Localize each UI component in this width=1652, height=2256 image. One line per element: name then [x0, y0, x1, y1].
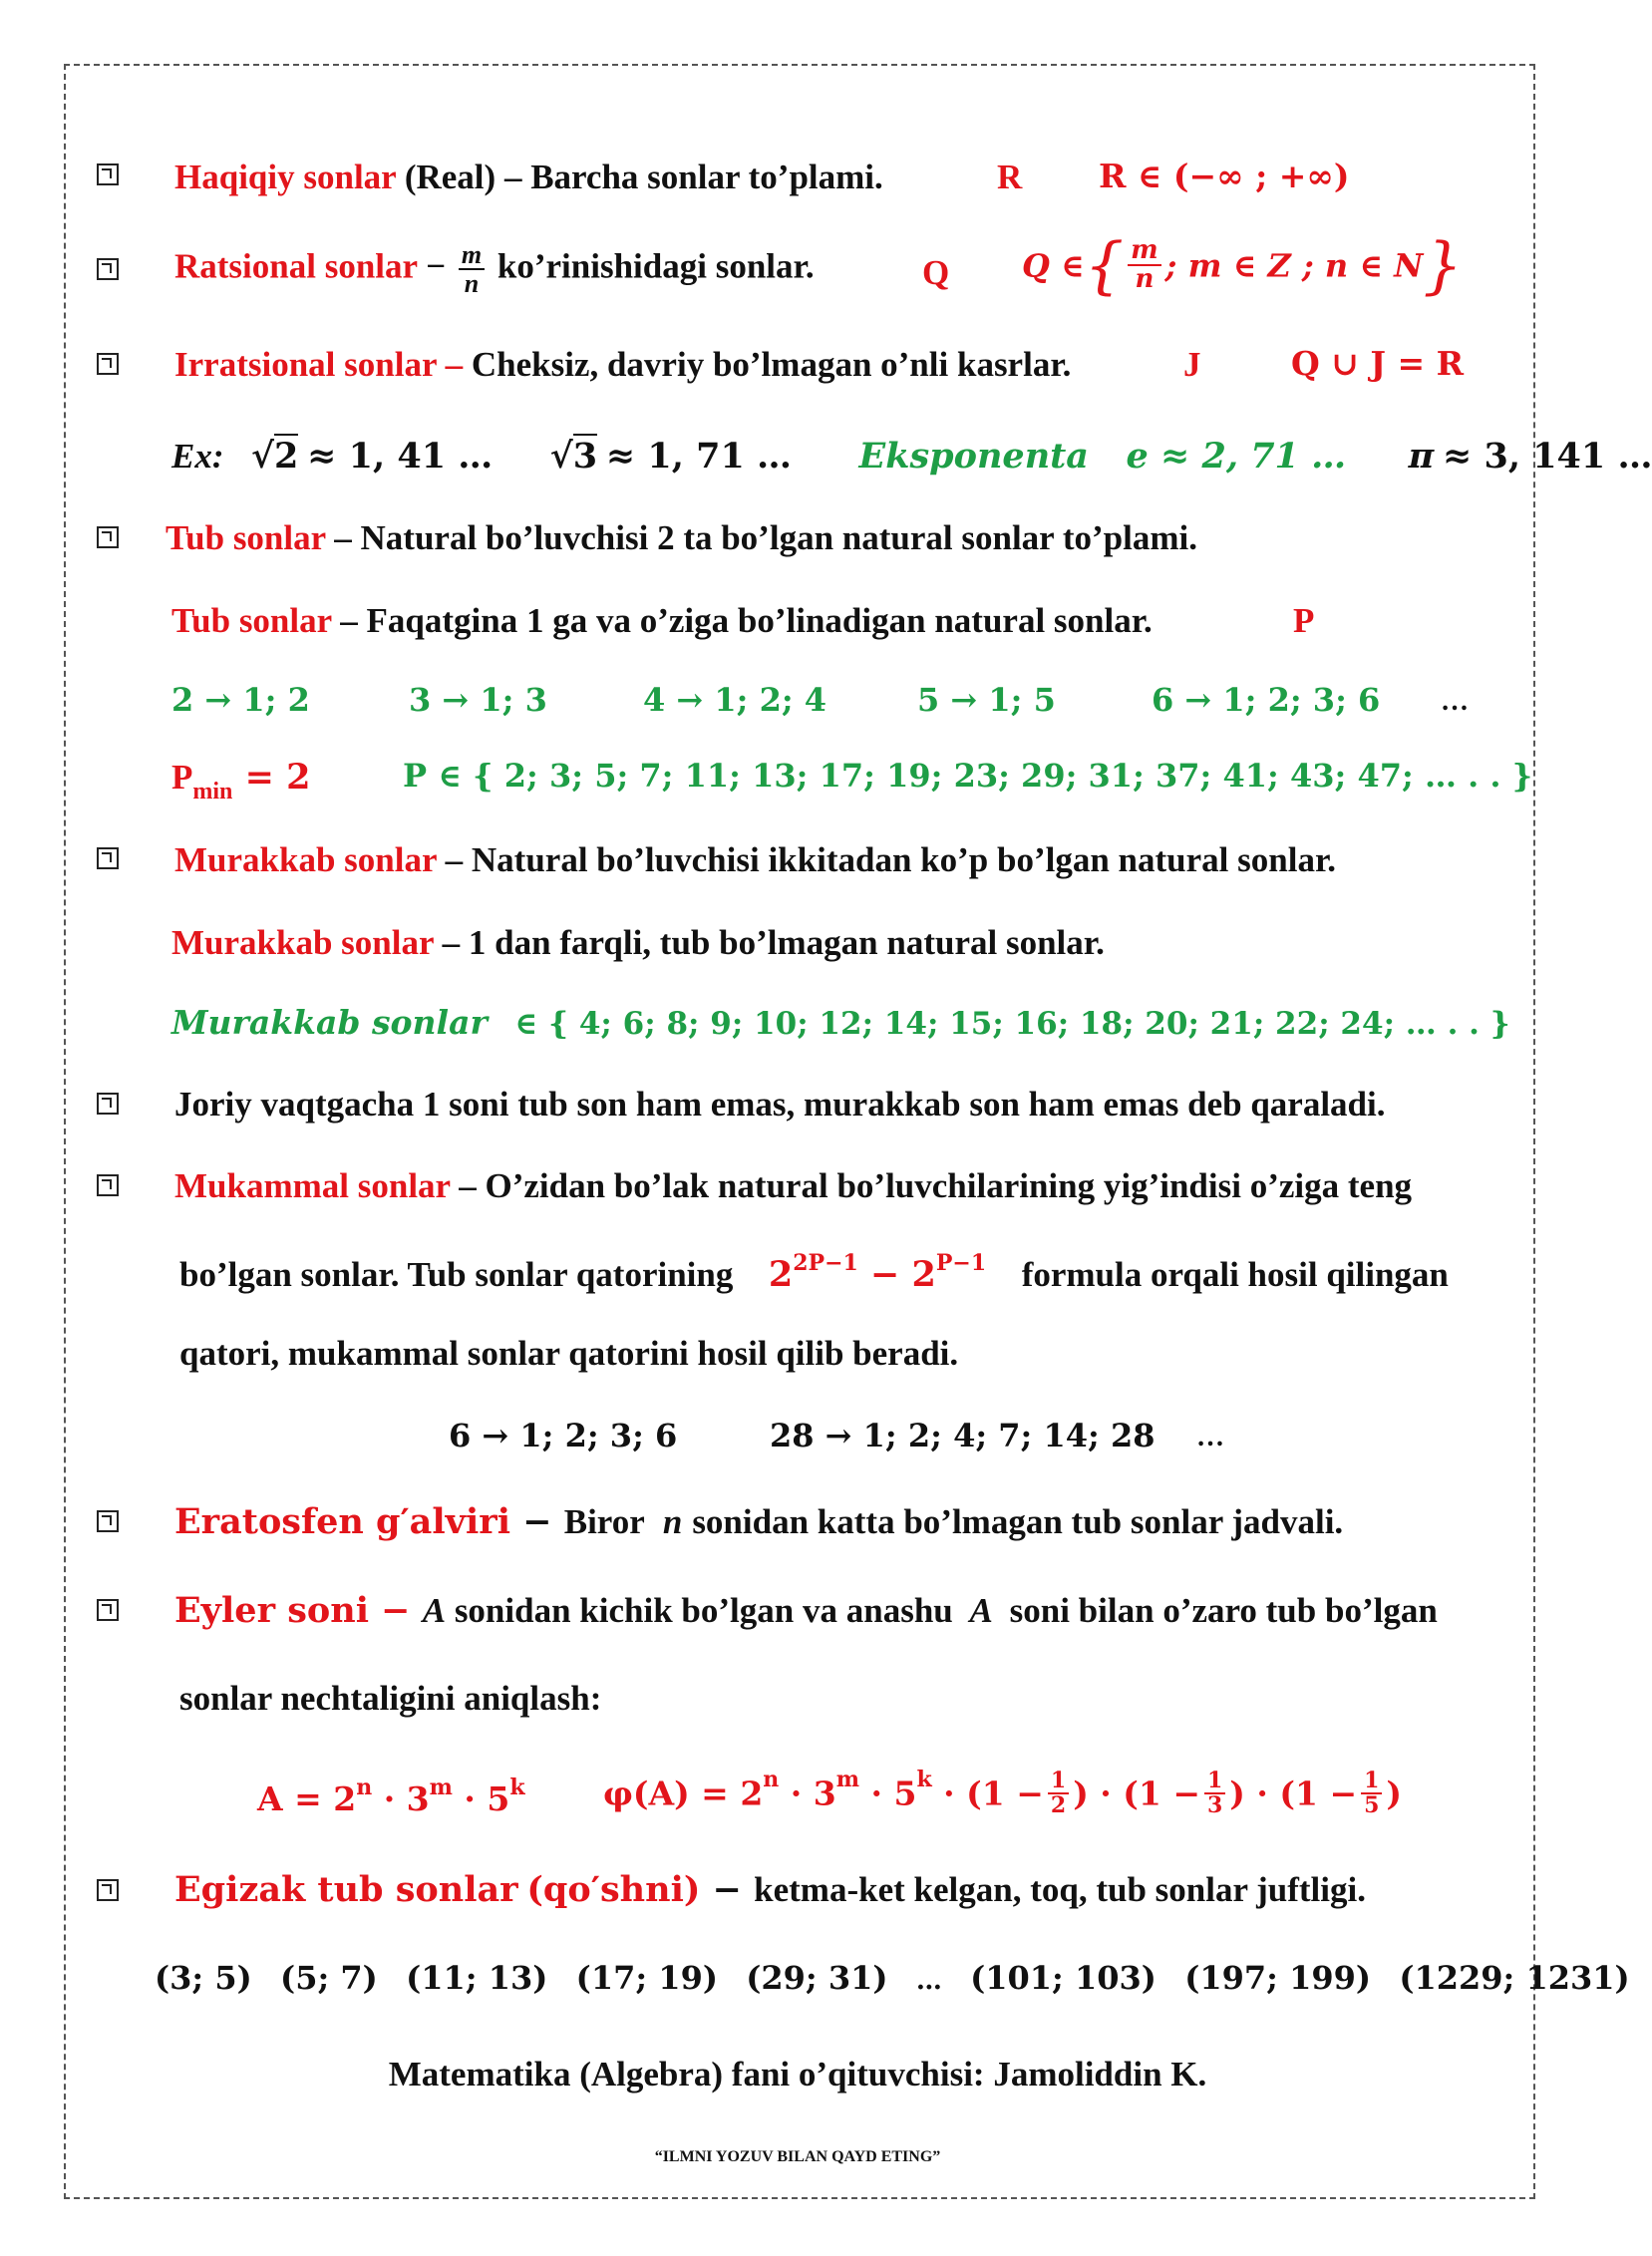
rational-set: Q ∈{ $\frac{m}{n}$ ; m ∈ Z ; n ∈ N}: [1022, 228, 1463, 302]
twin-pair: (1229; 1231): [1399, 1959, 1630, 1997]
term: Mukammal sonlar: [174, 1166, 451, 1205]
exponent-label: Eksponenta: [858, 436, 1089, 477]
checkbox-bullet-icon: [97, 258, 119, 280]
real-numbers-line: [174, 160, 883, 194]
twin-pairs-line: [155, 1959, 1630, 1997]
checkbox-bullet-icon: [97, 1510, 119, 1532]
perfect-formula: $2^{2P-1} - 2^{P-1}$: [768, 1250, 987, 1295]
perfect-definition-3: qatori, mukammal sonlar qatorini hosil qilib beradi.: [179, 1334, 959, 1373]
euler-formula-a: $A = 2^n \cdot 3^m \cdot 5^k$: [257, 1774, 525, 1818]
rational-symbol: Q: [922, 253, 950, 292]
ex-label: Ex:: [171, 437, 224, 476]
term: Tub sonlar: [165, 518, 326, 557]
teacher-credit: Matematika (Algebra) fani o’qituvchisi: Jamoliddin K.: [388, 2055, 1207, 2094]
composite-set: ∈ { 4; 6; 8; 9; 10; 12; 14; 15; 16; 18; 20; 21; 22; 24; … . . }: [514, 1006, 1510, 1042]
term: Egizak tub sonlar: [174, 1869, 518, 1910]
irrational-set: Q ∪ J = R: [1291, 344, 1465, 383]
composite-set-line: [171, 1005, 1510, 1040]
definition: ketma-ket kelgan, toq, tub sonlar juftligi.: [754, 1870, 1366, 1909]
twin-pair: (5; 7): [280, 1959, 378, 1997]
prime-definition-1: [165, 520, 1197, 555]
eratosthenes-line: Eratosfen g′alviri − Biror n sonidan katta bo’lmagan tub sonlar jadvali.: [174, 1501, 1344, 1542]
footer-motto: “ILMNI YOZUV BILAN QAYD ETING”: [654, 2148, 941, 2165]
definition: – Barcha sonlar to’plami.: [503, 158, 883, 196]
divisor-3: 5 → 1; 5: [917, 681, 1056, 719]
euler-phi-formula: $\varphi(A) = 2^n \cdot 3^m \cdot 5^k \cdot (1$ − $\frac{1}{2}$ ) · (1 − $\frac{1}{3}$ ) · (1 − $\frac{1}{5}$ ): [603, 1767, 1403, 1818]
p-min: $P_{min} = 2$: [171, 757, 311, 805]
divisor-0: 2 → 1; 2: [171, 681, 310, 719]
irrational-examples-line: Ex: √2 ≈ 1, 41 … √3 ≈ 1, 71 … Eksponenta e ≈ 2, 71 … π ≈ 3, 141 …: [171, 436, 1652, 477]
checkbox-bullet-icon: [97, 353, 119, 375]
composite-definition-1: [174, 842, 1336, 877]
twin-pair: (17; 19): [575, 1959, 718, 1997]
composite-definition-2: [171, 925, 1105, 960]
term: Eyler soni: [174, 1590, 369, 1631]
term: Tub sonlar: [171, 601, 332, 640]
definition: – Natural bo’luvchisi ikkitadan ko’p bo’lgan natural sonlar.: [445, 840, 1337, 879]
perfect-definition-1: [174, 1168, 1412, 1203]
real-set: R ∈ (−∞ ; +∞): [1099, 157, 1350, 195]
dash: −: [426, 246, 447, 286]
term: Haqiqiy sonlar: [174, 158, 397, 196]
real-symbol: R: [997, 158, 1023, 196]
irrational-symbol: J: [1183, 345, 1201, 384]
checkbox-bullet-icon: [97, 1093, 119, 1115]
prime-set: P ∈ { 2; 3; 5; 7; 11; 13; 17; 19; 23; 29; 31; 37; 41; 43; 47; … . . }: [403, 757, 1533, 795]
divisor-1: 3 → 1; 3: [409, 681, 547, 719]
checkbox-bullet-icon: [97, 847, 119, 869]
definition: – 1 dan farqli, tub bo’lmagan natural sonlar.: [442, 923, 1105, 962]
twin-primes-line: Egizak tub sonlar (qo′shni) − ketma-ket kelgan, toq, tub sonlar juftligi.: [174, 1869, 1366, 1910]
pi-symbol: π: [1408, 436, 1435, 477]
divisor-4: 6 → 1; 2; 3; 6: [1152, 681, 1381, 719]
checkbox-bullet-icon: [97, 526, 119, 548]
euler-line-2: sonlar nechtaligini aniqlash:: [179, 1679, 602, 1718]
term: Ratsional sonlar: [174, 246, 418, 286]
checkbox-bullet-icon: [97, 1174, 119, 1196]
twin-pair: (197; 199): [1184, 1959, 1372, 1997]
fraction-m-n: $\frac{m}{n}$: [459, 241, 485, 298]
term: Eratosfen g′alviri: [174, 1501, 511, 1542]
prime-symbol: P: [1293, 601, 1315, 640]
perfect-example-0: 6 → 1; 2; 3; 6: [449, 1417, 678, 1454]
term: Murakkab sonlar: [171, 1003, 488, 1042]
one-note: Joriy vaqtgacha 1 soni tub son ham emas, murakkab son ham emas deb qaraladi.: [174, 1085, 1386, 1124]
paren: (qo′shni): [526, 1869, 701, 1910]
twin-pair: (29; 31): [746, 1959, 888, 1997]
definition: – O’zidan bo’lak natural bo’luvchilarining yig’indisi o’ziga teng: [450, 1166, 1413, 1205]
sqrt-icon: √: [549, 436, 573, 477]
definition: – Natural bo’luvchisi 2 ta bo’lgan natural sonlar to’plami.: [334, 518, 1197, 557]
twin-pair: (101; 103): [970, 1959, 1156, 1997]
definition: – Faqatgina 1 ga va o’ziga bo’linadigan natural sonlar.: [340, 601, 1153, 640]
twin-pair: (3; 5): [155, 1959, 252, 1997]
twin-ellipsis: …: [915, 1966, 942, 1996]
twin-pair: (11; 13): [406, 1959, 548, 1997]
rational-numbers-line: [174, 241, 815, 298]
perfect-example-1: 28 → 1; 2; 4; 7; 14; 28: [770, 1417, 1156, 1454]
checkbox-bullet-icon: [97, 1599, 119, 1621]
checkbox-bullet-icon: [97, 163, 119, 185]
checkbox-bullet-icon: [97, 1879, 119, 1901]
prime-definition-2: [171, 603, 1153, 638]
irrational-numbers-line: Irratsional sonlar – Cheksiz, davriy bo’lmagan o’nli kasrlar.: [174, 345, 1072, 384]
term: Murakkab sonlar: [174, 840, 437, 879]
exponent-value: e ≈ 2, 71 …: [1126, 436, 1347, 477]
euler-line-1: Eyler soni − A sonidan kichik bo’lgan va anashu A soni bilan o’zaro tub bo’lgan: [174, 1590, 1438, 1631]
paren: (Real): [404, 158, 496, 196]
term: Irratsional sonlar: [174, 345, 437, 384]
divisor-2: 4 → 1; 2; 4: [643, 681, 827, 719]
term: Murakkab sonlar: [171, 923, 434, 962]
perfect-ellipsis: …: [1196, 1422, 1224, 1452]
sqrt-icon: √: [251, 436, 275, 477]
divisor-ellipsis: …: [1441, 686, 1469, 717]
set-fraction: $\frac{m}{n}$: [1128, 237, 1161, 294]
definition: Cheksiz, davriy bo’lmagan o’nli kasrlar.: [471, 345, 1072, 384]
perfect-definition-2: bo’lgan sonlar. Tub sonlar qatorining $2^{2P-1} - 2^{P-1}$ formula orqali hosil qilingan: [179, 1250, 1449, 1295]
definition: ko’rinishidagi sonlar.: [496, 246, 815, 286]
